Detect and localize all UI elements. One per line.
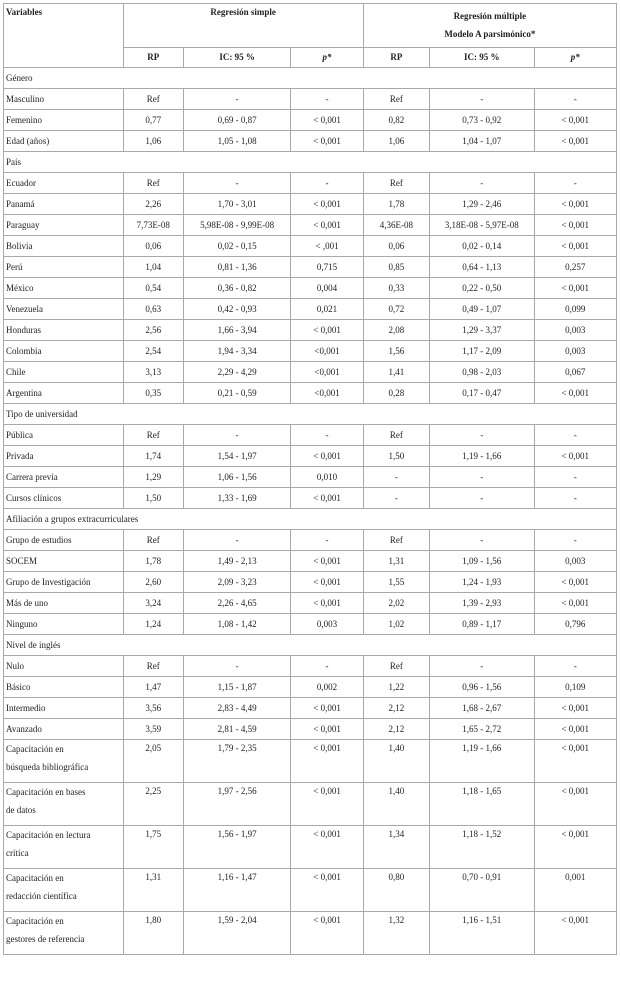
cell-rp-multiple: Ref bbox=[363, 89, 429, 110]
cell-ic-multiple: 1,68 - 2,67 bbox=[430, 698, 535, 719]
row-label: SOCEM bbox=[4, 551, 124, 572]
cell-rp-simple: 3,56 bbox=[123, 698, 183, 719]
cell-p-simple: - bbox=[291, 656, 363, 677]
row-label: Colombia bbox=[4, 341, 124, 362]
row-label-line: Capacitación en bbox=[6, 873, 64, 883]
cell-rp-multiple: 1,34 bbox=[363, 826, 429, 869]
cell-rp-simple: 3,24 bbox=[123, 593, 183, 614]
cell-ic-simple: 1,54 - 1,97 bbox=[183, 446, 291, 467]
cell-rp-simple: Ref bbox=[123, 425, 183, 446]
table-row bbox=[4, 530, 617, 551]
cell-rp-simple: 1,29 bbox=[123, 467, 183, 488]
cell-rp-multiple: Ref bbox=[363, 656, 429, 677]
cell-ic-simple: - bbox=[183, 530, 291, 551]
table-row bbox=[4, 719, 617, 740]
cell-ic-multiple: 1,29 - 2,46 bbox=[430, 194, 535, 215]
cell-ic-multiple: 0,64 - 1,13 bbox=[430, 257, 535, 278]
cell-ic-multiple: 0,96 - 1,56 bbox=[430, 677, 535, 698]
cell-p-simple: < 0,001 bbox=[291, 698, 363, 719]
row-label: Nulo bbox=[4, 656, 124, 677]
cell-rp-multiple: 1,40 bbox=[363, 740, 429, 783]
cell-rp-simple: 1,06 bbox=[123, 131, 183, 152]
cell-rp-multiple: 1,55 bbox=[363, 572, 429, 593]
cell-ic-simple: 0,69 - 0,87 bbox=[183, 110, 291, 131]
cell-p-multiple: 0,067 bbox=[534, 362, 616, 383]
cell-ic-simple: 1,49 - 2,13 bbox=[183, 551, 291, 572]
table-row bbox=[4, 215, 617, 236]
cell-rp-multiple: 2,02 bbox=[363, 593, 429, 614]
table-row bbox=[4, 783, 617, 826]
cell-ic-simple: 0,42 - 0,93 bbox=[183, 299, 291, 320]
cell-ic-simple: 1,97 - 2,56 bbox=[183, 783, 291, 826]
table-row bbox=[4, 677, 617, 698]
cell-rp-simple: 2,05 bbox=[123, 740, 183, 783]
table-row bbox=[4, 341, 617, 362]
cell-p-simple: < 0,001 bbox=[291, 488, 363, 509]
table-body bbox=[4, 68, 617, 955]
cell-ic-multiple: - bbox=[430, 89, 535, 110]
row-label: Honduras bbox=[4, 320, 124, 341]
cell-p-multiple: < 0,001 bbox=[534, 572, 616, 593]
table-row bbox=[4, 551, 617, 572]
cell-rp-simple: 1,74 bbox=[123, 446, 183, 467]
cell-ic-simple: 0,81 - 1,36 bbox=[183, 257, 291, 278]
row-label: Ninguno bbox=[4, 614, 124, 635]
table-row bbox=[4, 467, 617, 488]
cell-ic-simple: 1,56 - 1,97 bbox=[183, 826, 291, 869]
multiple-title-line1: Regresión múltiple bbox=[453, 11, 527, 21]
cell-rp-multiple: 1,22 bbox=[363, 677, 429, 698]
cell-p-multiple: < 0,001 bbox=[534, 236, 616, 257]
header-rp-multiple: RP bbox=[363, 48, 429, 68]
cell-rp-multiple: 2,08 bbox=[363, 320, 429, 341]
cell-rp-multiple: 0,33 bbox=[363, 278, 429, 299]
row-label: Grupo de Investigación bbox=[4, 572, 124, 593]
table-row bbox=[4, 110, 617, 131]
row-label: Panamá bbox=[4, 194, 124, 215]
table-row bbox=[4, 236, 617, 257]
cell-p-multiple: 0,099 bbox=[534, 299, 616, 320]
section-label: Nivel de inglés bbox=[4, 635, 617, 656]
cell-ic-simple: 1,70 - 3,01 bbox=[183, 194, 291, 215]
row-label-line: de datos bbox=[6, 805, 36, 815]
row-label: Más de uno bbox=[4, 593, 124, 614]
header-variables: Variables bbox=[4, 4, 124, 68]
cell-ic-multiple: - bbox=[430, 425, 535, 446]
cell-p-simple: < 0,001 bbox=[291, 826, 363, 869]
cell-p-simple: - bbox=[291, 425, 363, 446]
cell-p-multiple: < 0,001 bbox=[534, 194, 616, 215]
cell-p-simple: - bbox=[291, 530, 363, 551]
header-multiple-regression bbox=[363, 4, 616, 48]
row-label: Básico bbox=[4, 677, 124, 698]
cell-ic-simple: 2,83 - 4,49 bbox=[183, 698, 291, 719]
row-label: Argentina bbox=[4, 383, 124, 404]
cell-p-simple: < 0,001 bbox=[291, 740, 363, 783]
section-row bbox=[4, 404, 617, 425]
row-label: Ecuador bbox=[4, 173, 124, 194]
cell-ic-simple: 1,59 - 2,04 bbox=[183, 912, 291, 955]
cell-ic-multiple: 0,70 - 0,91 bbox=[430, 869, 535, 912]
cell-rp-multiple: 0,72 bbox=[363, 299, 429, 320]
cell-rp-multiple: 0,28 bbox=[363, 383, 429, 404]
cell-p-multiple: < 0,001 bbox=[534, 719, 616, 740]
cell-ic-simple: 1,66 - 3,94 bbox=[183, 320, 291, 341]
cell-rp-simple: 1,50 bbox=[123, 488, 183, 509]
cell-p-simple: < 0,001 bbox=[291, 110, 363, 131]
cell-p-simple: 0,715 bbox=[291, 257, 363, 278]
cell-p-multiple: < 0,001 bbox=[534, 110, 616, 131]
table-row bbox=[4, 593, 617, 614]
cell-ic-multiple: 1,24 - 1,93 bbox=[430, 572, 535, 593]
section-row bbox=[4, 68, 617, 89]
cell-ic-simple: 2,29 - 4,29 bbox=[183, 362, 291, 383]
section-label: País bbox=[4, 152, 617, 173]
cell-rp-simple: 0,54 bbox=[123, 278, 183, 299]
row-label: Chile bbox=[4, 362, 124, 383]
cell-ic-simple: 1,94 - 3,34 bbox=[183, 341, 291, 362]
cell-ic-multiple: - bbox=[430, 488, 535, 509]
row-label bbox=[4, 826, 124, 869]
cell-ic-simple: 1,06 - 1,56 bbox=[183, 467, 291, 488]
cell-ic-multiple: 1,18 - 1,65 bbox=[430, 783, 535, 826]
cell-ic-multiple: - bbox=[430, 467, 535, 488]
cell-rp-simple: 0,63 bbox=[123, 299, 183, 320]
cell-ic-multiple: 3,18E-08 - 5,97E-08 bbox=[430, 215, 535, 236]
table-row bbox=[4, 131, 617, 152]
header-simple-regression bbox=[123, 4, 363, 48]
header-p-multiple: p* bbox=[534, 48, 616, 68]
cell-p-simple: <0,001 bbox=[291, 362, 363, 383]
cell-ic-simple: 1,16 - 1,47 bbox=[183, 869, 291, 912]
header-ic-simple: IC: 95 % bbox=[183, 48, 291, 68]
row-label-line: redacción científica bbox=[6, 891, 77, 901]
cell-rp-multiple: 1,31 bbox=[363, 551, 429, 572]
cell-rp-multiple: 1,50 bbox=[363, 446, 429, 467]
table-row bbox=[4, 826, 617, 869]
cell-rp-multiple: Ref bbox=[363, 530, 429, 551]
header-ic-multiple: IC: 95 % bbox=[430, 48, 535, 68]
table-row bbox=[4, 383, 617, 404]
cell-p-simple: 0,021 bbox=[291, 299, 363, 320]
cell-p-simple: < 0,001 bbox=[291, 572, 363, 593]
cell-p-simple: < 0,001 bbox=[291, 912, 363, 955]
cell-p-simple: - bbox=[291, 89, 363, 110]
cell-rp-multiple: 1,41 bbox=[363, 362, 429, 383]
cell-p-simple: 0,010 bbox=[291, 467, 363, 488]
cell-p-multiple: 0,003 bbox=[534, 341, 616, 362]
row-label: Avanzado bbox=[4, 719, 124, 740]
cell-ic-multiple: - bbox=[430, 656, 535, 677]
cell-p-multiple: < 0,001 bbox=[534, 131, 616, 152]
table-row bbox=[4, 89, 617, 110]
cell-rp-multiple: 1,56 bbox=[363, 341, 429, 362]
cell-p-simple: < 0,001 bbox=[291, 719, 363, 740]
cell-p-simple: 0,004 bbox=[291, 278, 363, 299]
cell-rp-simple: 0,06 bbox=[123, 236, 183, 257]
cell-rp-simple: Ref bbox=[123, 89, 183, 110]
row-label: Intermedio bbox=[4, 698, 124, 719]
section-row bbox=[4, 635, 617, 656]
cell-ic-multiple: 0,22 - 0,50 bbox=[430, 278, 535, 299]
cell-rp-simple: 2,60 bbox=[123, 572, 183, 593]
row-label-line: Capacitación en lectura bbox=[6, 830, 91, 840]
table-row bbox=[4, 869, 617, 912]
cell-p-multiple: < 0,001 bbox=[534, 593, 616, 614]
cell-ic-simple: 5,98E-08 - 9,99E-08 bbox=[183, 215, 291, 236]
cell-p-multiple: - bbox=[534, 488, 616, 509]
cell-rp-multiple: Ref bbox=[363, 173, 429, 194]
row-label bbox=[4, 783, 124, 826]
table-row bbox=[4, 698, 617, 719]
cell-rp-simple: 1,75 bbox=[123, 826, 183, 869]
row-label-line: crítica bbox=[6, 848, 29, 858]
cell-p-multiple: - bbox=[534, 530, 616, 551]
cell-p-multiple: < 0,001 bbox=[534, 698, 616, 719]
cell-p-multiple: 0,003 bbox=[534, 551, 616, 572]
cell-ic-multiple: 1,29 - 3,37 bbox=[430, 320, 535, 341]
table-row bbox=[4, 278, 617, 299]
cell-ic-multiple: 1,39 - 2,93 bbox=[430, 593, 535, 614]
cell-rp-simple: Ref bbox=[123, 530, 183, 551]
section-row bbox=[4, 152, 617, 173]
cell-p-multiple: < 0,001 bbox=[534, 278, 616, 299]
cell-rp-multiple: 4,36E-08 bbox=[363, 215, 429, 236]
table-row bbox=[4, 740, 617, 783]
cell-ic-multiple: 1,09 - 1,56 bbox=[430, 551, 535, 572]
row-label-line: Capacitación en bbox=[6, 744, 64, 754]
cell-ic-simple: 1,79 - 2,35 bbox=[183, 740, 291, 783]
cell-rp-simple: 2,26 bbox=[123, 194, 183, 215]
cell-ic-simple: 0,02 - 0,15 bbox=[183, 236, 291, 257]
cell-ic-simple: - bbox=[183, 425, 291, 446]
cell-ic-multiple: 1,16 - 1,51 bbox=[430, 912, 535, 955]
cell-p-simple: < ,001 bbox=[291, 236, 363, 257]
table-row bbox=[4, 362, 617, 383]
cell-rp-simple: 1,31 bbox=[123, 869, 183, 912]
cell-ic-multiple: 0,02 - 0,14 bbox=[430, 236, 535, 257]
cell-rp-multiple: 1,40 bbox=[363, 783, 429, 826]
cell-ic-multiple: 0,89 - 1,17 bbox=[430, 614, 535, 635]
cell-ic-multiple: - bbox=[430, 530, 535, 551]
multiple-title-line2: Modelo A parsimónico* bbox=[444, 29, 536, 39]
cell-p-multiple: 0,001 bbox=[534, 869, 616, 912]
cell-ic-multiple: 1,19 - 1,66 bbox=[430, 446, 535, 467]
row-label: Privada bbox=[4, 446, 124, 467]
cell-p-multiple: < 0,001 bbox=[534, 215, 616, 236]
cell-rp-multiple: 0,85 bbox=[363, 257, 429, 278]
cell-p-simple: < 0,001 bbox=[291, 551, 363, 572]
cell-p-simple: 0,003 bbox=[291, 614, 363, 635]
cell-rp-multiple: 2,12 bbox=[363, 698, 429, 719]
cell-p-simple: < 0,001 bbox=[291, 446, 363, 467]
table-row bbox=[4, 488, 617, 509]
cell-p-multiple: 0,257 bbox=[534, 257, 616, 278]
section-row bbox=[4, 509, 617, 530]
cell-ic-multiple: 1,18 - 1,52 bbox=[430, 826, 535, 869]
cell-ic-multiple: 0,98 - 2,03 bbox=[430, 362, 535, 383]
row-label: Cursos clínicos bbox=[4, 488, 124, 509]
cell-p-multiple: < 0,001 bbox=[534, 446, 616, 467]
cell-rp-simple: 1,78 bbox=[123, 551, 183, 572]
cell-rp-multiple: 0,80 bbox=[363, 869, 429, 912]
cell-p-multiple: 0,796 bbox=[534, 614, 616, 635]
cell-p-simple: 0,002 bbox=[291, 677, 363, 698]
cell-p-multiple: < 0,001 bbox=[534, 383, 616, 404]
cell-rp-simple: 1,04 bbox=[123, 257, 183, 278]
row-label-line: búsqueda bibliográfica bbox=[6, 762, 89, 772]
simple-title: Regresión simple bbox=[210, 7, 276, 17]
cell-rp-multiple: Ref bbox=[363, 425, 429, 446]
cell-p-multiple: - bbox=[534, 656, 616, 677]
cell-rp-multiple: 0,06 bbox=[363, 236, 429, 257]
cell-rp-multiple: - bbox=[363, 488, 429, 509]
row-label bbox=[4, 740, 124, 783]
cell-rp-multiple: 1,02 bbox=[363, 614, 429, 635]
cell-p-multiple: < 0,001 bbox=[534, 740, 616, 783]
table-row bbox=[4, 912, 617, 955]
cell-ic-simple: 1,15 - 1,87 bbox=[183, 677, 291, 698]
cell-rp-multiple: 2,12 bbox=[363, 719, 429, 740]
cell-p-simple: < 0,001 bbox=[291, 194, 363, 215]
table-row bbox=[4, 656, 617, 677]
cell-rp-simple: 1,47 bbox=[123, 677, 183, 698]
table-row bbox=[4, 257, 617, 278]
row-label: Grupo de estudios bbox=[4, 530, 124, 551]
row-label: Bolivia bbox=[4, 236, 124, 257]
cell-ic-simple: 1,08 - 1,42 bbox=[183, 614, 291, 635]
cell-rp-simple: Ref bbox=[123, 173, 183, 194]
cell-p-multiple: 0,003 bbox=[534, 320, 616, 341]
row-label-line: Capacitación en bbox=[6, 916, 64, 926]
cell-p-simple: < 0,001 bbox=[291, 783, 363, 826]
cell-p-multiple: - bbox=[534, 467, 616, 488]
row-label bbox=[4, 912, 124, 955]
cell-ic-simple: - bbox=[183, 89, 291, 110]
cell-ic-multiple: 0,73 - 0,92 bbox=[430, 110, 535, 131]
table-row bbox=[4, 614, 617, 635]
cell-rp-simple: 0,35 bbox=[123, 383, 183, 404]
cell-rp-simple: 1,80 bbox=[123, 912, 183, 955]
cell-p-multiple: - bbox=[534, 425, 616, 446]
cell-p-simple: <0,001 bbox=[291, 341, 363, 362]
cell-p-multiple: - bbox=[534, 173, 616, 194]
row-label: Perú bbox=[4, 257, 124, 278]
table-header bbox=[4, 4, 617, 68]
cell-ic-simple: - bbox=[183, 656, 291, 677]
row-label: Paraguay bbox=[4, 215, 124, 236]
table-row bbox=[4, 572, 617, 593]
cell-p-simple: <0,001 bbox=[291, 383, 363, 404]
row-label: Masculino bbox=[4, 89, 124, 110]
cell-p-simple: < 0,001 bbox=[291, 593, 363, 614]
table-row bbox=[4, 299, 617, 320]
table-row bbox=[4, 425, 617, 446]
row-label bbox=[4, 869, 124, 912]
section-label: Tipo de universidad bbox=[4, 404, 617, 425]
cell-rp-multiple: 1,06 bbox=[363, 131, 429, 152]
cell-ic-multiple: 0,49 - 1,07 bbox=[430, 299, 535, 320]
cell-ic-simple: 0,36 - 0,82 bbox=[183, 278, 291, 299]
cell-p-simple: < 0,001 bbox=[291, 131, 363, 152]
row-label-line: gestores de referencia bbox=[6, 934, 85, 944]
header-rp-simple: RP bbox=[123, 48, 183, 68]
header-p-simple: p* bbox=[291, 48, 363, 68]
row-label: Pública bbox=[4, 425, 124, 446]
cell-ic-simple: - bbox=[183, 173, 291, 194]
cell-rp-simple: 1,24 bbox=[123, 614, 183, 635]
section-label: Género bbox=[4, 68, 617, 89]
cell-p-multiple: - bbox=[534, 89, 616, 110]
cell-p-simple: < 0,001 bbox=[291, 215, 363, 236]
cell-rp-simple: 3,13 bbox=[123, 362, 183, 383]
cell-ic-simple: 0,21 - 0,59 bbox=[183, 383, 291, 404]
cell-rp-multiple: - bbox=[363, 467, 429, 488]
cell-ic-simple: 1,33 - 1,69 bbox=[183, 488, 291, 509]
cell-ic-simple: 1,05 - 1,08 bbox=[183, 131, 291, 152]
cell-ic-multiple: 1,65 - 2,72 bbox=[430, 719, 535, 740]
cell-p-multiple: 0,109 bbox=[534, 677, 616, 698]
cell-p-multiple: < 0,001 bbox=[534, 826, 616, 869]
row-label: Edad (años) bbox=[4, 131, 124, 152]
cell-ic-multiple: 1,17 - 2,09 bbox=[430, 341, 535, 362]
cell-rp-simple: 0,77 bbox=[123, 110, 183, 131]
row-label: Venezuela bbox=[4, 299, 124, 320]
cell-rp-simple: 7,73E-08 bbox=[123, 215, 183, 236]
cell-ic-multiple: - bbox=[430, 173, 535, 194]
cell-rp-simple: 2,54 bbox=[123, 341, 183, 362]
cell-p-simple: < 0,001 bbox=[291, 869, 363, 912]
section-label: Afiliación a grupos extracurriculares bbox=[4, 509, 617, 530]
table-row bbox=[4, 194, 617, 215]
cell-ic-multiple: 1,04 - 1,07 bbox=[430, 131, 535, 152]
row-label: Carrera previa bbox=[4, 467, 124, 488]
table-row bbox=[4, 173, 617, 194]
regression-table bbox=[3, 3, 617, 955]
cell-ic-multiple: 1,19 - 1,66 bbox=[430, 740, 535, 783]
cell-ic-simple: 2,09 - 3,23 bbox=[183, 572, 291, 593]
cell-rp-multiple: 0,82 bbox=[363, 110, 429, 131]
table-row bbox=[4, 446, 617, 467]
cell-rp-multiple: 1,32 bbox=[363, 912, 429, 955]
row-label: México bbox=[4, 278, 124, 299]
row-label-line: Capacitación en bases bbox=[6, 787, 86, 797]
cell-p-multiple: < 0,001 bbox=[534, 912, 616, 955]
cell-p-simple: - bbox=[291, 173, 363, 194]
cell-rp-multiple: 1,78 bbox=[363, 194, 429, 215]
cell-rp-simple: 2,25 bbox=[123, 783, 183, 826]
cell-ic-simple: 2,26 - 4,65 bbox=[183, 593, 291, 614]
cell-p-multiple: < 0,001 bbox=[534, 783, 616, 826]
cell-ic-multiple: 0,17 - 0,47 bbox=[430, 383, 535, 404]
cell-p-simple: < 0,001 bbox=[291, 320, 363, 341]
row-label: Femenino bbox=[4, 110, 124, 131]
cell-rp-simple: 3,59 bbox=[123, 719, 183, 740]
table-row bbox=[4, 320, 617, 341]
cell-rp-simple: Ref bbox=[123, 656, 183, 677]
cell-ic-simple: 2,81 - 4,59 bbox=[183, 719, 291, 740]
cell-rp-simple: 2,56 bbox=[123, 320, 183, 341]
